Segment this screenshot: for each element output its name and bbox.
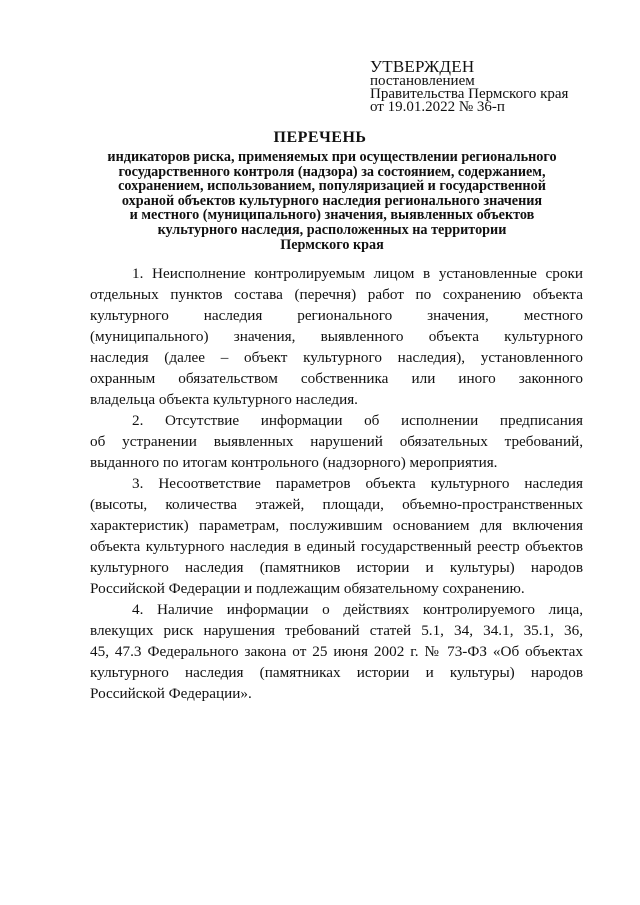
- subtitle-line: культурного наследия, расположенных на территории: [157, 221, 507, 238]
- paragraph-line: 1. Неисполнение контролируемым лицом в установленные сроки: [132, 265, 583, 282]
- paragraph-line: 3. Несоответствие параметров объекта культурного наследия: [132, 475, 583, 492]
- paragraph-3: [90, 473, 583, 599]
- approval-stamp: [370, 58, 610, 114]
- paragraph-2: [90, 410, 583, 473]
- paragraph-line: охранным обязательством собственника или иного законного: [90, 370, 583, 387]
- paragraph-line: 45, 47.3 Федерального закона от 25 июня 2002 г. № 73-ФЗ «Об объектах: [90, 643, 583, 660]
- subtitle-line: охраной объектов культурного наследия регионального значения: [121, 192, 543, 209]
- paragraph-line: об устранении выявленных нарушений обязательных требований,: [90, 433, 583, 450]
- subtitle-line: Пермского края: [280, 236, 384, 253]
- paragraph-line: культурного наследия регионального значения, местного: [90, 307, 583, 324]
- paragraph-line: Российской Федерации и подлежащим обязательному сохранению.: [90, 580, 525, 597]
- document-title: ПЕРЕЧЕНЬ: [273, 129, 367, 146]
- subtitle-line: государственного контроля (надзора) за состоянием, содержанием,: [118, 163, 546, 180]
- paragraph-4: [90, 599, 583, 704]
- approval-line-3: от 19.01.2022 № 36-п: [370, 99, 505, 115]
- paragraph-line: наследия (далее – объект культурного наследия), установленного: [90, 349, 583, 366]
- paragraph-line: культурного наследия (памятниках истории и культуры) народов: [90, 664, 583, 681]
- paragraph-line: влекущих риск нарушения требований статей 5.1, 34, 34.1, 35.1, 36,: [90, 622, 583, 639]
- approval-heading: УТВЕРЖДЕН: [370, 57, 475, 76]
- approval-line-2: Правительства Пермского края: [370, 86, 569, 102]
- paragraph-1: [90, 263, 583, 410]
- paragraph-line: отдельных пунктов состава (перечня) работ по сохранению объекта: [90, 286, 583, 303]
- subtitle-line: индикаторов риска, применяемых при осуществлении регионального: [107, 149, 557, 165]
- document-subtitle: [88, 150, 576, 252]
- subtitle-line: сохранением, использованием, популяризацией и государственной: [118, 178, 546, 195]
- paragraph-line: владельца объекта культурного наследия.: [90, 391, 358, 408]
- paragraph-line: культурного наследия (памятников истории и культуры) народов: [90, 559, 583, 576]
- paragraph-line: объекта культурного наследия в единый государственный реестр объектов: [90, 538, 583, 555]
- paragraph-line: (высоты, количества этажей, площади, объемно-пространственных: [90, 496, 583, 513]
- paragraph-line: 2. Отсутствие информации об исполнении предписания: [132, 412, 583, 429]
- paragraph-line: 4. Наличие информации о действиях контролируемого лица,: [132, 601, 583, 618]
- paragraph-line: выданного по итогам контрольного (надзорного) мероприятия.: [90, 454, 498, 471]
- paragraph-line: Российской Федерации».: [90, 685, 252, 702]
- paragraph-line: характеристик) параметрам, послужившим основанием для включения: [90, 517, 583, 534]
- subtitle-line: и местного (муниципального) значения, выявленных объектов: [129, 207, 535, 224]
- approval-line-1: постановлением: [370, 73, 475, 89]
- paragraph-line: (муниципального) значения, выявленного объекта культурного: [90, 328, 583, 345]
- document-body: [90, 263, 583, 704]
